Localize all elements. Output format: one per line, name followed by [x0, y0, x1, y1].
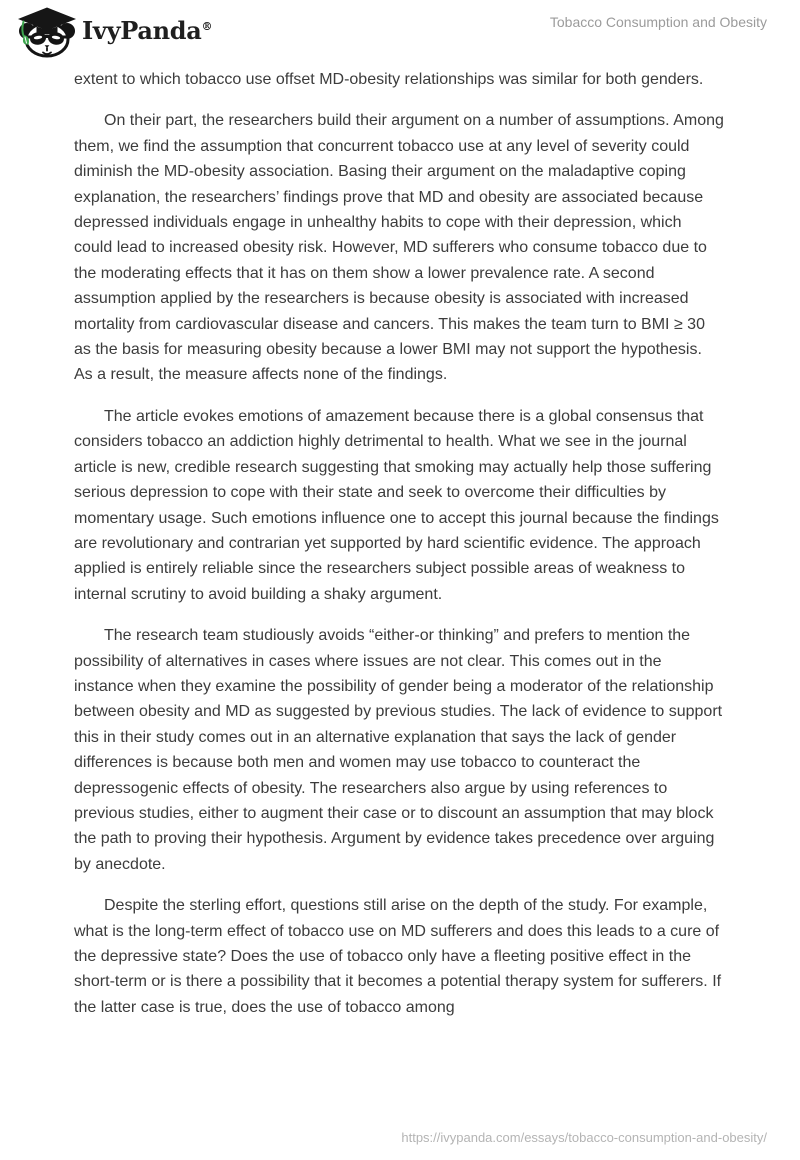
brand-name: IvyPanda: [82, 16, 202, 45]
source-url-link[interactable]: https://ivypanda.com/essays/tobacco-consumption-and-obesity/: [401, 1130, 767, 1145]
essay-paragraph: On their part, the researchers build their argument on a number of assumptions. Among them, we find the assumption that concurrent tobacco use at any level of severity could diminish the MD-obesity association. Basing their argument on the maladaptive coping explanation, the researchers’ findings prove that MD and obesity are associated because depressed individuals engage in unhealthy habits to cope with their depression, which could lead to increased obesity risk. However, MD sufferers who consume tobacco due to the moderating effects that it has on them show a lower prevalence rate. A second assumption applied by the researchers is because obesity is associated with increased mortality from cardiovascular disease and cancers. This makes the team turn to BMI ≥ 30 as the basis for measuring obesity because a lower BMI may not support the hypothesis. As a result, the measure affects none of the findings.: [74, 112, 724, 384]
panda-graduation-cap-icon: [14, 6, 80, 58]
ivypanda-wordmark: [82, 16, 212, 45]
header: [0, 0, 800, 66]
essay-content: [74, 67, 724, 1036]
essay-paragraph: The research team studiously avoids “either-or thinking” and prefers to mention the possibility of alternatives in cases where issues are not clear. This comes out in the instance when they examine the possibility of gender being a moderator of the relationship between obesity and MD as suggested by previous studies. The lack of evidence to support this in their study comes out in an alternative explanation that says the lack of gender differences is because both men and women may use tobacco to counteract the depressogenic effects of obesity. The researchers also argue by using references to previous studies, either to augment their case or to discount an assumption that may block the path to proving their hypothesis. Argument by evidence takes precedence over arguing by anecdote.: [74, 627, 723, 873]
document-title: Tobacco Consumption and Obesity: [549, 14, 767, 30]
essay-paragraph: The article evokes emotions of amazement because there is a global consensus that considers tobacco an addiction highly detrimental to health. What we see in the journal article is new, credible research suggesting that smoking may actually help those suffering serious depression to cope with their state and seek to overcome their difficulties by momentary usage. Such emotions influence one to accept this journal because the findings are revolutionary and contrarian yet supported by hard scientific evidence. The approach applied is entirely reliable since the researchers subject possible areas of weakness to internal scrutiny to avoid building a shaky argument.: [74, 407, 719, 603]
essay-paragraph: Despite the sterling effort, questions still arise on the depth of the study. For example, what is the long-term effect of tobacco use on MD sufferers and does this leads to a cure of the depressive state? Does the use of tobacco only have a fleeting positive effect in the short-term or is there a possibility that it becomes a potential therapy system for sufferers. If the latter case is true, does the use of tobacco among: [74, 897, 722, 1016]
essay-paragraph-continuation: extent to which tobacco use offset MD-obesity relationships was similar for both genders.: [74, 71, 704, 88]
registered-trademark-symbol: ®: [201, 20, 213, 33]
